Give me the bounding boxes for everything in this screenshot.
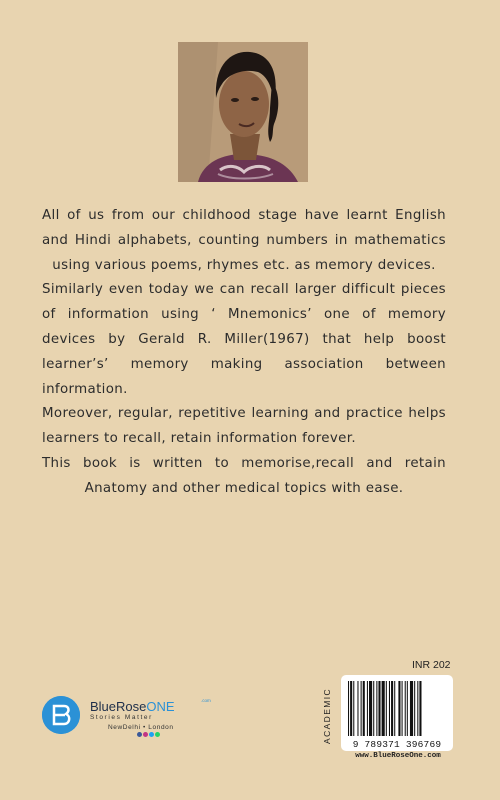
- barcode-bar: [369, 681, 372, 736]
- barcode-icon: [341, 675, 453, 739]
- barcode-bar: [419, 681, 421, 736]
- barcode-bar: [348, 681, 349, 736]
- barcode-bar: [386, 681, 387, 736]
- barcode-bar: [382, 681, 385, 736]
- publisher-name: [90, 699, 175, 714]
- blurb-paragraph: This book is written to memorise,recall and retain Anatomy and other medical topics with ease.: [42, 455, 446, 496]
- barcode-bar: [398, 681, 400, 736]
- barcode-bar: [373, 681, 374, 736]
- blurb-paragraph: Moreover, regular, repetitive learning and practice helps learners to recall, retain information forever.: [42, 406, 446, 447]
- isbn-barcode: [341, 675, 453, 751]
- barcode-bar: [391, 681, 393, 736]
- barcode-bar: [363, 681, 365, 736]
- bluerose-b-icon: [42, 696, 80, 734]
- barcode-bar: [410, 681, 413, 736]
- blurb-paragraph: All of us from our childhood stage have learnt English and Hindi alphabets, counting numbers in mathematics using various poems, rhymes etc. as memory devices.: [42, 208, 446, 273]
- category-label: ACADEMIC: [322, 687, 332, 745]
- publisher-name-suffix: ONE: [146, 699, 175, 714]
- barcode-bar: [389, 681, 390, 736]
- price-label: INR 202: [412, 659, 451, 671]
- publisher-name-main: BlueRose: [90, 699, 147, 714]
- barcode-bar: [367, 681, 368, 736]
- isbn-number: 9 789371 396769: [352, 739, 442, 750]
- back-cover-blurb: [42, 204, 446, 502]
- publisher-tagline: Stories Matter: [90, 714, 153, 721]
- blurb-paragraph: Similarly even today we can recall larger difficult pieces of information using ‘ Mnemonics’ one of memory devices by Gerald R. Miller(1967) that help boost learner’s’ memory making association between information.: [42, 282, 446, 397]
- barcode-bar: [361, 681, 362, 736]
- barcode-bar: [417, 681, 418, 736]
- barcode-bar: [357, 681, 358, 736]
- barcode-bar: [376, 681, 377, 736]
- publisher-locations: NewDelhi • London: [108, 724, 174, 731]
- social-icon: [155, 732, 160, 737]
- publisher-logo: [42, 693, 262, 743]
- social-icon: [149, 732, 154, 737]
- barcode-bar: [378, 681, 380, 736]
- barcode-bar: [394, 681, 395, 736]
- social-icons: [137, 732, 160, 737]
- barcode-bar: [414, 681, 415, 736]
- barcode-bar: [350, 681, 352, 736]
- barcode-bar: [353, 681, 354, 736]
- author-photo: [178, 42, 308, 182]
- publisher-domain-suffix: .com: [201, 698, 211, 703]
- social-icon: [143, 732, 148, 737]
- barcode-bar: [407, 681, 408, 736]
- barcode-bar: [402, 681, 403, 736]
- social-icon: [137, 732, 142, 737]
- barcode-bar: [405, 681, 406, 736]
- publisher-website: www.BlueRoseOne.com: [355, 752, 441, 760]
